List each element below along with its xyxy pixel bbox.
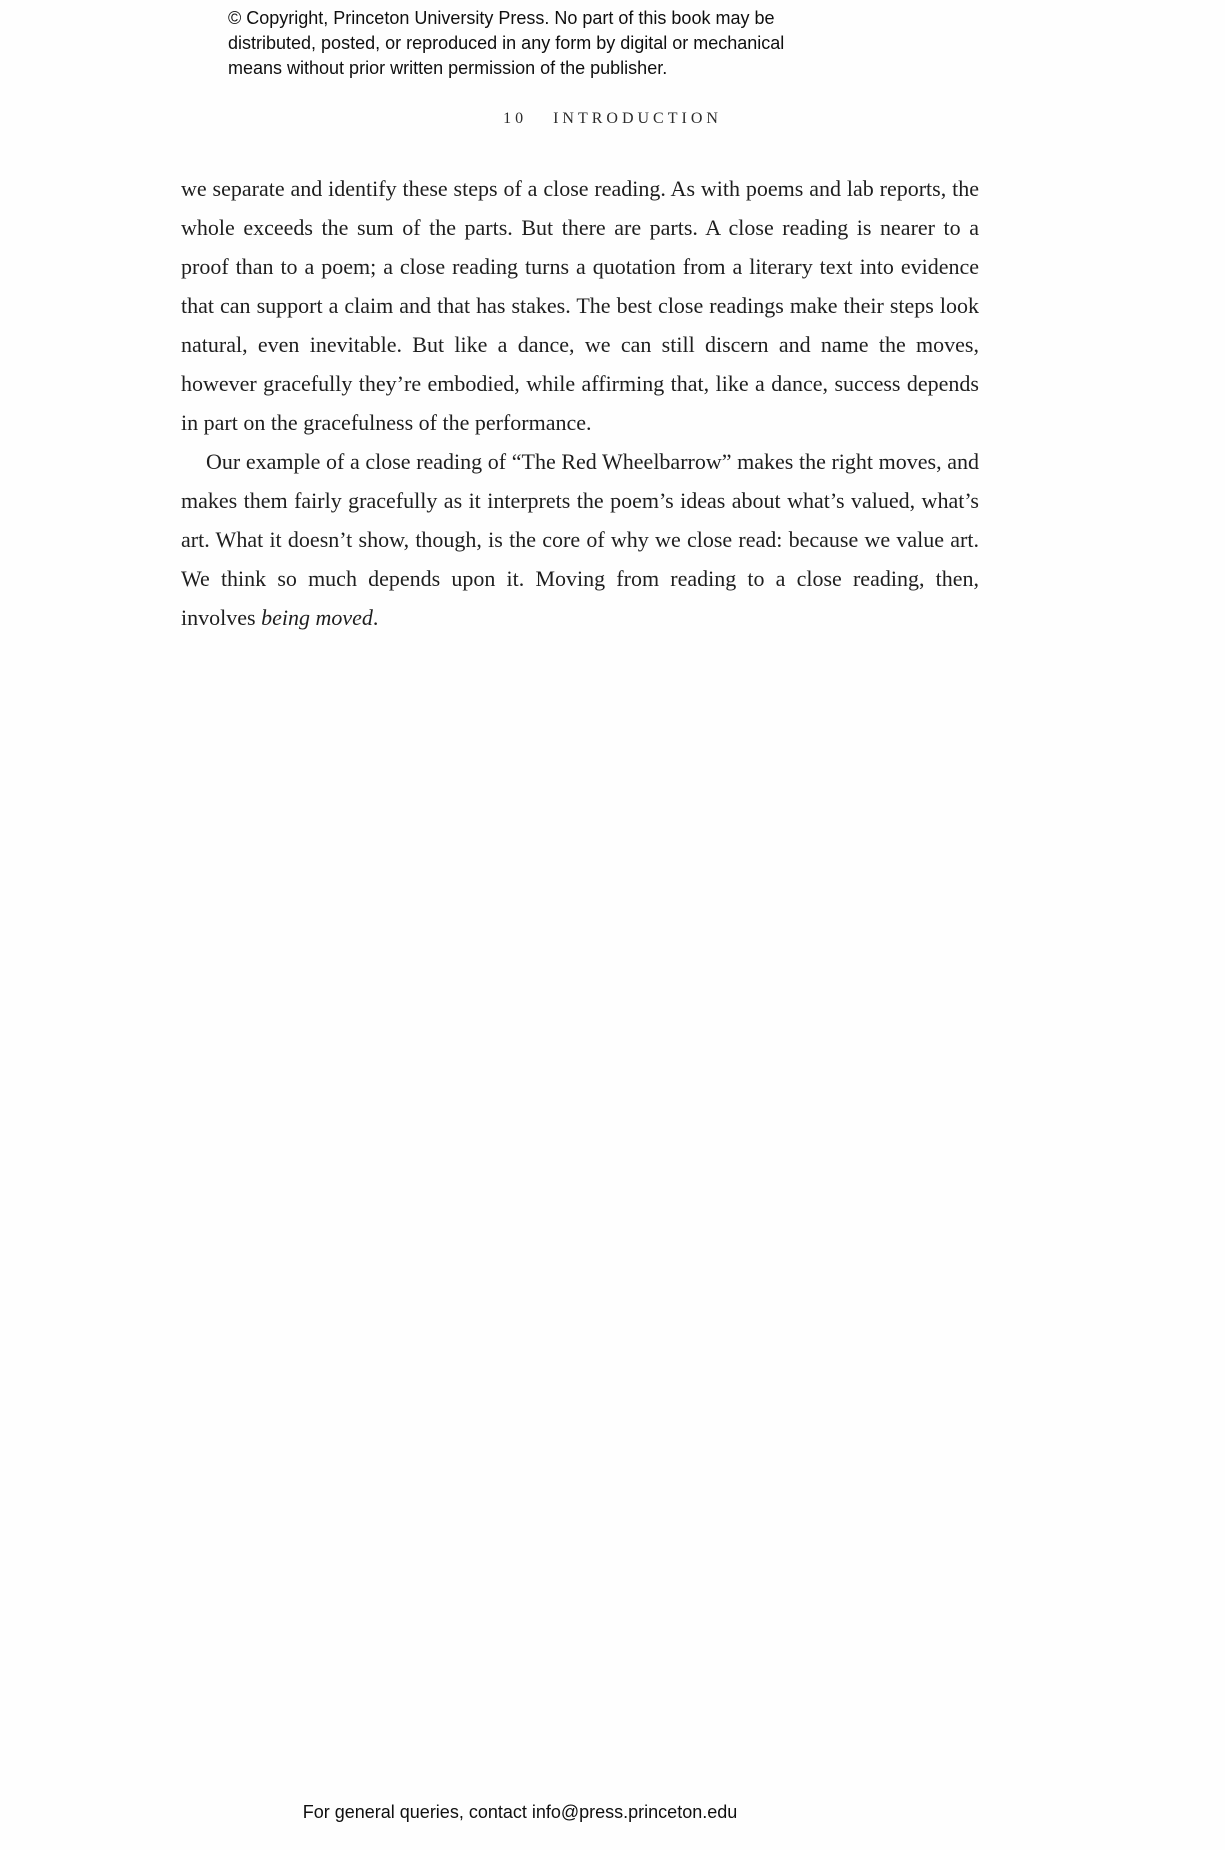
body-text xyxy=(181,169,979,637)
footer-contact: For general queries, contact info@press.princeton.edu xyxy=(302,1802,738,1822)
copyright-line: means without prior written permission of the publisher. xyxy=(228,58,668,78)
chapter-title: INTRODUCTION xyxy=(553,110,722,127)
italic-phrase: being moved xyxy=(261,605,373,630)
paragraph-text: we separate and identify these steps of a close reading. As with poems and lab reports, the whole exceeds the sum of the parts. But there are parts. A close reading is nearer to a proof than to a poem; a close reading turns a quotation from a literary text into evidence that can support a claim and that has stakes. The best close readings make their steps look natural, even inevitable. But like a dance, we can still discern and name the moves, however gracefully they’re embodied, while affirming that, like a dance, success depends in part on the gracefulness of the performance. xyxy=(181,176,979,435)
page-number: 10 xyxy=(503,110,528,127)
paragraph-text: . xyxy=(372,605,379,630)
paragraph xyxy=(181,169,979,442)
paragraph-text: Our example of a close reading of “The Red Wheelbarrow” makes the right moves, and makes them fairly gracefully as it interprets the poem’s ideas about what’s valued, what’s art. What it doesn’t show, though, is the core of why we close read: because we value art. We think so much depends upon it. Moving from reading to a close reading, then, involves xyxy=(181,449,979,630)
copyright-line: © Copyright, Princeton University Press. No part of this book may be xyxy=(228,8,775,28)
copyright-line: distributed, posted, or reproduced in any form by digital or mechanical xyxy=(228,33,785,53)
paragraph xyxy=(181,442,979,637)
running-header xyxy=(0,110,1225,128)
copyright-notice xyxy=(228,6,868,81)
